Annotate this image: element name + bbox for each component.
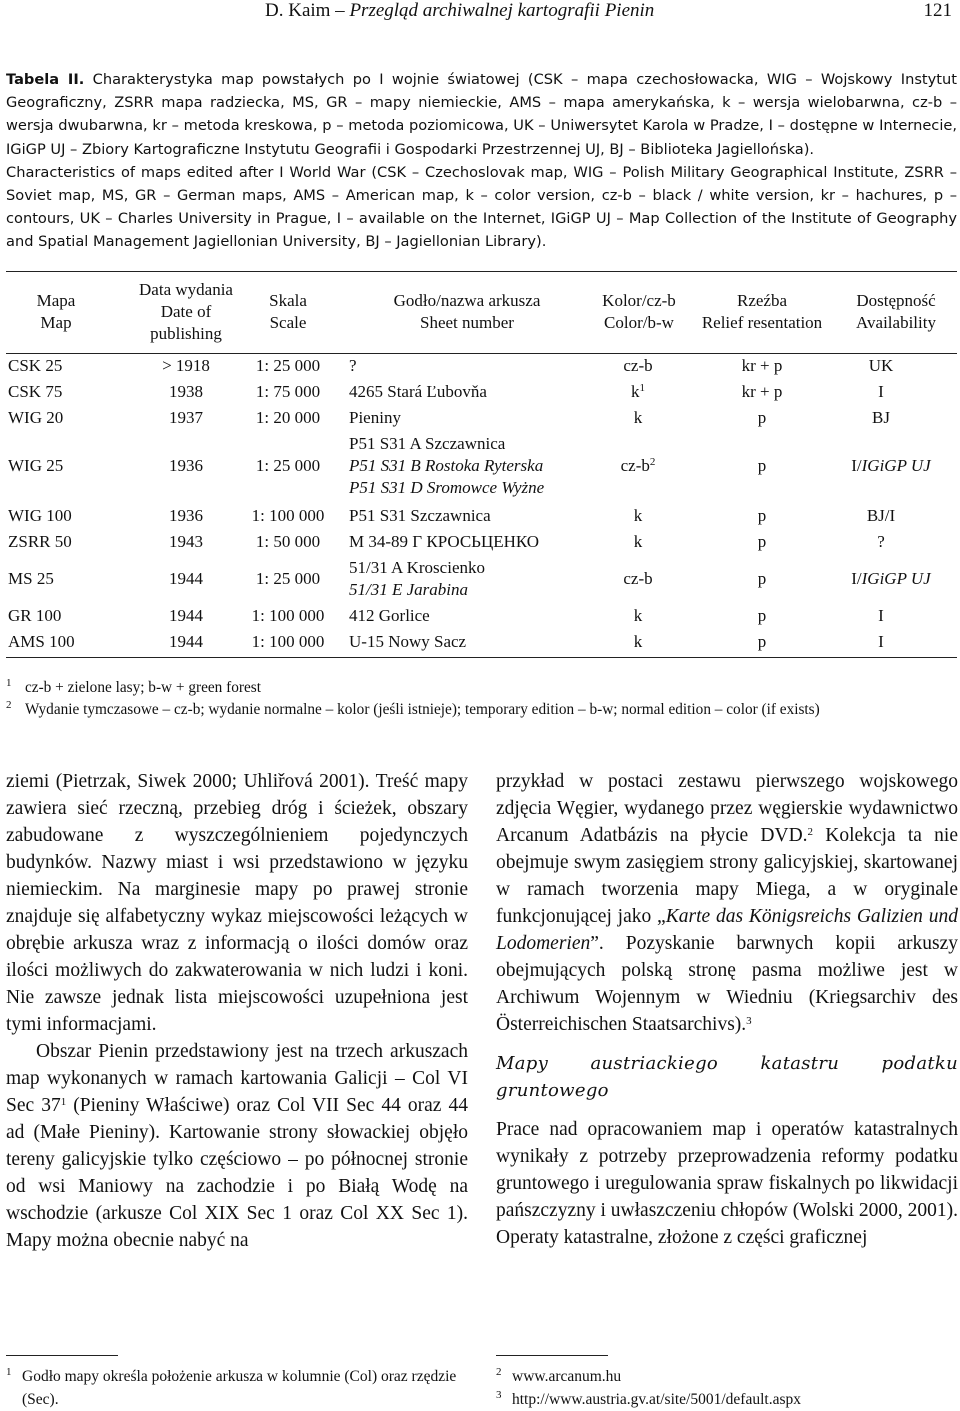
cell-color-value: cz-b [623, 356, 653, 375]
header-scale-pl: Skala [269, 291, 307, 310]
right-column [496, 768, 958, 1251]
page-number: 121 [923, 0, 952, 21]
cell-color [588, 605, 688, 627]
cell-map: WIG 20 [8, 408, 64, 427]
cell-scale: 1: 100 000 [251, 632, 325, 651]
cell-sheet: 51/31 A Kroscienko [349, 558, 485, 577]
cell-availability [830, 381, 932, 403]
header-date-pl: Data wydania [139, 280, 233, 299]
cell-date: 1938 [169, 382, 203, 401]
cell-relief: kr + p [741, 356, 783, 375]
body-paragraph [6, 1038, 468, 1254]
table-note [6, 677, 957, 699]
table-note-mark: 2 [6, 699, 12, 711]
cell-availability-italic: IGiGP UJ [861, 456, 931, 475]
cell-scale: 1: 75 000 [255, 382, 321, 401]
cell-relief: p [757, 606, 767, 625]
cell-color-value: k [631, 382, 640, 401]
cell-scale: 1: 20 000 [255, 408, 321, 427]
header-author: D. Kaim – [265, 0, 350, 21]
cell-availability [836, 455, 946, 477]
table-note [6, 699, 957, 721]
cell-availability-value: I [878, 606, 884, 625]
cell-color-value: k [633, 408, 643, 427]
cell-color [588, 407, 688, 429]
cell-date: 1937 [169, 408, 203, 427]
header-availability-pl: Dostępność [856, 291, 936, 310]
cell-date: > 1918 [162, 356, 210, 375]
cell-color [588, 355, 688, 377]
cell-date: 1944 [169, 606, 203, 625]
cell-color-value: k [633, 632, 643, 651]
body-paragraph: ziemi (Pietrzak, Siwek 2000; Uhliřová 2001). Treść mapy zawiera sieć rzeczną, przebieg dróg i ścieżek, obszary zabudowane z wyszczególnieniem pojedynczych budynków. Nazwy miast i wsi przedstawiono w języku niemieckim. Na marginesie mapy po prawej stronie znajduje się alfabetyczny wykaz miejscowości leżących w obrębie arkusza wraz z informacją o ilości domów oraz ilości możliwych do zakwaterowania w nich ludzi i koni. Nie zawsze jednak lista miejscowości uzupełniona jest tymi informacjami. [6, 771, 468, 1035]
body-paragraph [496, 768, 958, 1038]
caption-english: Characteristics of maps edited after I World War (CSK – Czechoslovak map, WIG – Polish Military Geographical Institute, ZSRR – Soviet map, MS, GR – German maps, AMS – American map, k – color version, cz-b – black / white version, kr – hachures, p – contours, UK – Charles University in Prague, I – available on the Internet, IGiGP UJ – Map Collection of the Institute of Geography and Spatial Management Jagiellonian University, BJ – Jagiellonian Library). [6, 163, 957, 251]
table-row [0, 381, 960, 407]
cell-sheet: Pieniny [349, 408, 401, 427]
cell-color-value: k [633, 606, 643, 625]
cell-availability [830, 531, 932, 553]
caption-polish-text: Charakterystyka map powstałych po I wojnie światowej (CSK – mapa czechosłowacka, WIG – Wojskowy Instytut Geograficzny, ZSRR mapa radziecka, MS, GR – mapy niemieckie, AMS – mapa amerykańska, k – wersja wielobarwna, cz-b – wersja dwubarwna, kr – metoda kreskowa, p – metoda poziomicowa, UK – Uniwersytet Karola w Pradze, I – dostępne w Internecie, IGiGP UJ – Zbiory Kartograficzne Instytutu Geografii i Gospodarki Przestrzennej UJ, BJ – Biblioteka Jagiellońska). [6, 71, 957, 158]
cell-relief: p [757, 632, 767, 651]
footnote [496, 1365, 956, 1388]
cell-color-value: cz-b [623, 569, 653, 588]
cell-sheet: U-15 Nowy Sacz [349, 632, 467, 651]
header-sheet [356, 290, 578, 334]
cell-sheet: P51 S31 Szczawnica [349, 506, 491, 525]
header-color-pl: Kolor/cz-b [602, 291, 676, 310]
header-title: Przegląd archiwalnej kartografii Pienin [349, 0, 655, 21]
cell-availability [830, 631, 932, 653]
cell-scale: 1: 100 000 [251, 506, 325, 525]
footnote-ref: 2 [807, 826, 814, 838]
cell-date: 1944 [169, 632, 203, 651]
table-row [0, 557, 960, 605]
body-text: przykład w postaci zestawu pierwszego wojskowego zdjęcia Węgier, wydanego przez węgierskie wydawnictwo Arcanum Adatbázis na płycie DVD. [496, 771, 958, 846]
cell-availability-value: I/ [851, 456, 862, 475]
table-row [0, 605, 960, 631]
cell-color-value: k [633, 506, 643, 525]
cell-availability [830, 605, 932, 627]
cell-scale: 1: 25 000 [255, 356, 321, 375]
cell-date: 1936 [169, 456, 203, 475]
table-top-rule [6, 271, 957, 272]
cell-availability-value: I [878, 632, 884, 651]
cell-map: CSK 25 [8, 356, 63, 375]
cell-sheet: 4265 Stará Ľubovňa [349, 382, 487, 401]
cell-sheet: M 34-89 Г КРОСЬЦЕНКО [349, 532, 540, 551]
cell-relief: kr + p [741, 382, 783, 401]
table-header-rule [6, 353, 957, 354]
cell-color [588, 455, 688, 477]
cell-relief: p [757, 569, 767, 588]
cell-availability [830, 407, 932, 429]
header-sheet-en: Sheet number [420, 313, 514, 332]
cell-sheet: P51 S31 D Sromowce Wyżne [349, 478, 545, 497]
cell-color [588, 505, 688, 527]
footnote-text: www.arcanum.hu [512, 1368, 622, 1385]
cell-color [588, 531, 688, 553]
header-relief-pl: Rzeźba [736, 291, 788, 310]
cell-sheet: ? [349, 356, 357, 375]
table-row [0, 433, 960, 505]
cell-color-value: cz-b [620, 456, 650, 475]
cell-relief: p [757, 532, 767, 551]
left-column [6, 768, 468, 1254]
header-map [0, 290, 112, 334]
table-caption [6, 68, 957, 254]
cell-availability-value: I [878, 382, 884, 401]
table-note-mark: 1 [6, 677, 12, 689]
footnote-text: http://www.austria.gv.at/site/5001/default.aspx [512, 1391, 801, 1408]
cell-sheet: 412 Gorlice [349, 606, 430, 625]
body-text: (Pieniny Właściwe) oraz Col VII Sec 44 oraz 44 ad (Małe Pieniny). Kartowanie strony słowackiej objęło tereny galicyjskie tylko częściowo – po północnej stronie od wsi Maniowy na zachodzie i po Białą Wodę na wschodzie (arkusze Col XIX Sec 1 oraz Col XX Sec 1). Mapy można obecnie nabyć na [6, 1095, 468, 1251]
table-notes [6, 677, 957, 721]
header-color-en: Color/b-w [604, 313, 674, 332]
cell-availability [830, 355, 932, 377]
cell-sheet: P51 S31 B Rostoka Ryterska [349, 456, 544, 475]
cell-availability-value: BJ/I [866, 506, 896, 525]
table-bottom-rule [6, 657, 957, 658]
cell-relief: p [757, 456, 767, 475]
header-relief-en: Relief resentation [701, 313, 823, 332]
cell-scale: 1: 100 000 [251, 606, 325, 625]
body-text: Obszar Pienin przedstawiony jest na trzech arkuszach map wykonanych w ramach kartowania Galicji – Col VI Sec 37 [6, 1041, 468, 1116]
cell-availability-value: BJ [872, 408, 890, 427]
header-sheet-pl: Godło/nazwa arkusza [393, 291, 541, 310]
cell-scale: 1: 50 000 [255, 532, 321, 551]
cell-color-note: 1 [639, 382, 645, 394]
cell-relief: p [757, 408, 767, 427]
header-scale [246, 290, 330, 334]
cell-availability-italic: IGiGP UJ [861, 569, 931, 588]
header-map-pl: Mapa [36, 291, 76, 310]
footnote-text: Godło mapy określa położenie arkusza w kolumnie (Col) oraz rzędzie (Sec). [22, 1368, 457, 1408]
running-head [0, 0, 952, 30]
cell-sheet: P51 S31 A Szczawnica [349, 434, 506, 453]
cell-map: ZSRR 50 [8, 532, 72, 551]
cell-availability [836, 568, 946, 590]
cell-date: 1943 [169, 532, 203, 551]
table-row [0, 505, 960, 531]
footnote-ref: 1 [60, 1096, 67, 1108]
body-text: ”. Pozyskanie barwnych kopii arkuszy obejmujących polską stronę pasma możliwe jest w Archiwum Wojennym w Wiedniu (Kriegsarchiv des Österreichischen Staatsarchivs). [496, 933, 958, 1035]
header-color [588, 290, 690, 334]
footnote-mark: 1 [6, 1366, 12, 1378]
header-relief [692, 290, 832, 334]
cell-date: 1936 [169, 506, 203, 525]
cell-availability-value: I/ [851, 569, 862, 588]
cell-sheet: 51/31 E Jarabina [349, 580, 468, 599]
footnote-ref: 3 [746, 1015, 752, 1027]
cell-color [588, 568, 688, 590]
body-paragraph: Prace nad opracowaniem map i operatów katastralnych wynikały z potrzeby przeprowadzenia reformy podatku gruntowego i uregulowania spraw fiskalnych po likwidacji pańszczyzny i uwłaszczeniu chłopów (Wolski 2000, 2001). Operaty katastralne, złożone z części graficznej [496, 1119, 958, 1248]
cell-availability [830, 505, 932, 527]
cell-map: WIG 25 [8, 456, 64, 475]
table-note-text: Wydanie tymczasowe – cz-b; wydanie normalne – kolor (jeśli istnieje); temporary edition – b-w; normal edition – color (if exists) [25, 701, 820, 718]
table-row [0, 407, 960, 433]
cell-map: MS 25 [8, 569, 54, 588]
footnote-mark: 3 [496, 1389, 502, 1401]
header-scale-en: Scale [269, 313, 307, 332]
header-date-en2: publishing [150, 324, 222, 343]
cell-color [588, 631, 688, 653]
table-row [0, 355, 960, 381]
cell-date: 1944 [169, 569, 203, 588]
footnote [496, 1388, 956, 1411]
map-title-italic: Karte das Königsreichs Galizien und Lodomerien [496, 906, 958, 954]
table-row [0, 631, 960, 657]
cell-availability-value: UK [868, 356, 894, 375]
cell-scale: 1: 25 000 [255, 456, 321, 475]
caption-polish [6, 68, 957, 161]
header-map-en: Map [40, 313, 72, 332]
cell-map: CSK 75 [8, 382, 63, 401]
cell-map: AMS 100 [8, 632, 75, 651]
header-availability-en: Availability [856, 313, 936, 332]
cell-color-value: k [633, 532, 643, 551]
header-availability [842, 290, 950, 334]
cell-relief: p [757, 506, 767, 525]
footnote-rule [6, 1355, 118, 1356]
cell-availability-value: ? [877, 532, 885, 551]
running-head-text [265, 0, 654, 22]
cell-map: GR 100 [8, 606, 62, 625]
cell-map: WIG 100 [8, 506, 72, 525]
footnote-rule [496, 1355, 608, 1356]
cell-color-note: 2 [649, 456, 656, 468]
footnote [6, 1365, 466, 1411]
header-date [111, 279, 261, 345]
body-text: Kolekcja ta nie obejmuje swym zasięgiem strony galicyjskiej, skartowanej w ramach tworzenia mapy Miega, a w oryginale funkcjonującej jako „ [496, 825, 959, 927]
section-heading: Mapy austriackiego katastru podatku gruntowego [496, 1053, 958, 1101]
footnote-mark: 2 [496, 1366, 502, 1378]
header-date-en: Date of [160, 302, 212, 321]
cell-scale: 1: 25 000 [255, 569, 321, 588]
cell-color [588, 381, 688, 403]
table-row [0, 531, 960, 557]
caption-label: Tabela II. [6, 71, 85, 88]
table-note-text: cz-b + zielone lasy; b-w + green forest [25, 679, 261, 696]
